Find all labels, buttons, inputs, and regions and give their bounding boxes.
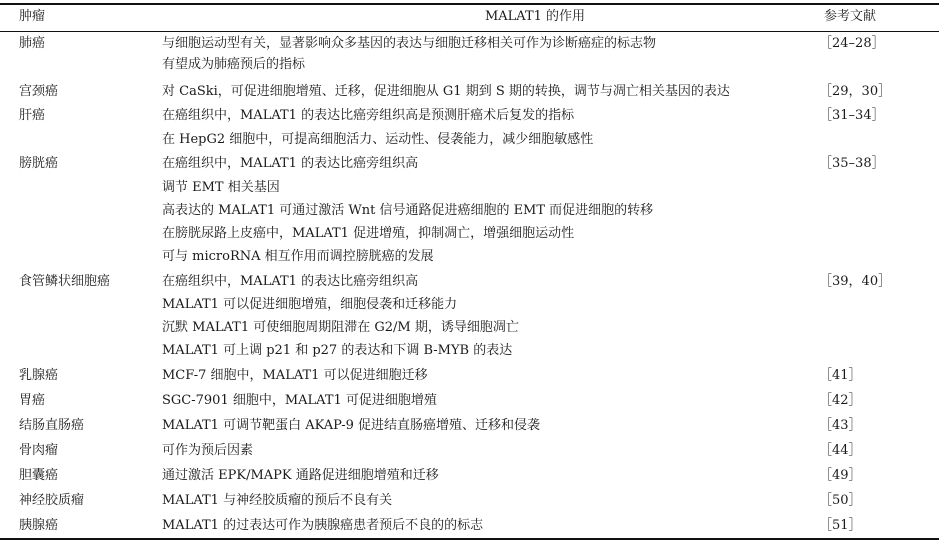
row-role-line: SGC-7901 细胞中，MALAT1 可促进细胞增殖 xyxy=(162,393,437,408)
row-tumor: 肝癌 xyxy=(19,108,46,123)
header-refs: 参考文献 xyxy=(824,9,877,24)
header-tumor: 肿瘤 xyxy=(19,9,46,24)
row-refs: ［31–34］ xyxy=(819,108,885,123)
row-tumor: 肺癌 xyxy=(19,36,46,51)
row-role-line: 对 CaSki，可促进细胞增殖、迁移，促进细胞从 G1 期到 S 期的转换，调节与凋亡相关基因的表达 xyxy=(162,84,730,99)
row-refs: ［42］ xyxy=(819,393,862,408)
header-role: MALAT1 的作用 xyxy=(484,9,586,24)
row-tumor: 食管鳞状细胞癌 xyxy=(19,274,111,289)
row-refs: ［35–38］ xyxy=(819,156,885,171)
row-refs: ［51］ xyxy=(819,518,862,533)
row-role-line: MCF-7 细胞中，MALAT1 可以促进细胞迁移 xyxy=(162,368,428,383)
row-role-line: MALAT1 可调节靶蛋白 AKAP-9 促进结直肠癌增殖、迁移和侵袭 xyxy=(162,418,541,433)
row-tumor: 胆囊癌 xyxy=(19,468,59,483)
row-tumor: 膀胱癌 xyxy=(19,156,59,171)
row-tumor: 神经胶质瘤 xyxy=(19,493,85,508)
row-tumor: 宫颈癌 xyxy=(19,84,59,99)
row-role-line: 在癌组织中，MALAT1 的表达比癌旁组织高 xyxy=(162,274,419,289)
row-refs: ［43］ xyxy=(819,418,862,433)
row-role-line: 沉默 MALAT1 可使细胞周期阻滞在 G2/M 期，诱导细胞凋亡 xyxy=(162,320,519,335)
row-refs: ［39，40］ xyxy=(819,274,892,289)
row-role-line: 在癌组织中，MALAT1 的表达比癌旁组织高是预测肝癌术后复发的指标 xyxy=(162,108,575,123)
row-refs: ［29，30］ xyxy=(819,84,892,99)
row-role-line: 通过激活 EPK/MAPK 通路促进细胞增殖和迁移 xyxy=(162,468,439,483)
row-role-line: 高表达的 MALAT1 可通过激活 Wnt 信号通路促进癌细胞的 EMT 而促进细胞的转移 xyxy=(162,203,654,218)
row-role-line: MALAT1 的过表达可作为胰腺癌患者预后不良的的标志 xyxy=(162,518,484,533)
row-tumor: 乳腺癌 xyxy=(19,368,59,383)
row-tumor: 骨肉瘤 xyxy=(19,443,59,458)
row-role-line: 与细胞运动型有关，显著影响众多基因的表达与细胞迁移相关可作为诊断癌症的标志物 xyxy=(162,36,657,51)
row-role-line: 调节 EMT 相关基因 xyxy=(162,180,280,195)
row-role-line: 在膀胱尿路上皮癌中，MALAT1 促进增殖，抑制凋亡，增强细胞运动性 xyxy=(162,226,575,241)
row-role-line: MALAT1 可上调 p21 和 p27 的表达和下调 B-MYB 的表达 xyxy=(162,343,513,358)
row-role-line: 在癌组织中，MALAT1 的表达比癌旁组织高 xyxy=(162,156,419,171)
header-rule xyxy=(0,31,939,32)
row-refs: ［50］ xyxy=(819,493,862,508)
row-tumor: 结肠直肠癌 xyxy=(19,418,85,433)
row-refs: ［44］ xyxy=(819,443,862,458)
row-tumor: 胰腺癌 xyxy=(19,518,59,533)
row-refs: ［24–28］ xyxy=(819,36,885,51)
row-role-line: MALAT1 可以促进细胞增殖，细胞侵袭和迁移能力 xyxy=(162,297,458,312)
row-role-line: 在 HepG2 细胞中，可提高细胞活力、运动性、侵袭能力，减少细胞敏感性 xyxy=(162,132,594,147)
row-role-line: 可与 microRNA 相互作用而调控膀胱癌的发展 xyxy=(162,249,434,264)
row-refs: ［41］ xyxy=(819,368,862,383)
row-tumor: 胃癌 xyxy=(19,393,46,408)
bottom-rule xyxy=(0,538,939,540)
top-rule xyxy=(0,3,939,5)
row-role-line: 有望成为肺癌预后的指标 xyxy=(162,57,306,72)
row-role-line: MALAT1 与神经胶质瘤的预后不良有关 xyxy=(162,493,393,508)
row-role-line: 可作为预后因素 xyxy=(162,443,254,458)
row-refs: ［49］ xyxy=(819,468,862,483)
